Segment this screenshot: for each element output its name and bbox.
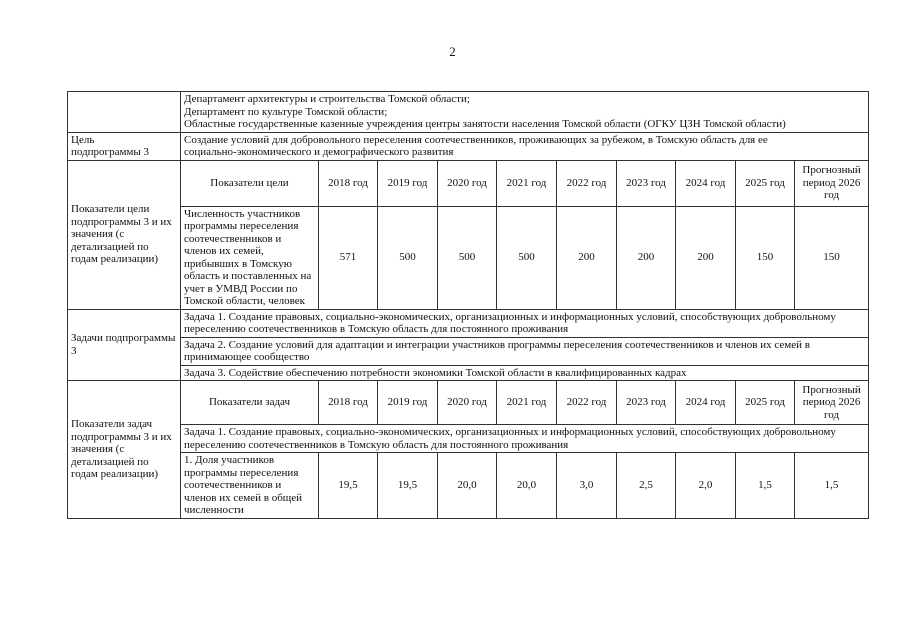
value-cell: 500 [378, 206, 438, 309]
value-cell: 3,0 [557, 453, 617, 519]
year-header: 2022 год [557, 160, 617, 206]
task-text: Задача 3. Содействие обеспечению потребности экономики Томской области в квалифицированных кадрах [181, 365, 869, 381]
value-cell: 20,0 [497, 453, 557, 519]
year-header: 2023 год [617, 381, 676, 425]
executors-row [68, 92, 869, 133]
year-header: 2025 год [736, 381, 795, 425]
executors-label [68, 92, 181, 133]
year-header: 2018 год [319, 381, 378, 425]
executor-item: Департамент по культуре Томской области; [184, 105, 388, 118]
task-indicators-header: Показатели задач [181, 381, 319, 425]
year-header: 2020 год [438, 381, 497, 425]
task-row [68, 309, 869, 337]
year-header: 2021 год [497, 381, 557, 425]
value-cell: 1,5 [795, 453, 869, 519]
value-cell: 200 [676, 206, 736, 309]
year-header: 2023 год [617, 160, 676, 206]
goal-indicators-header: Показатели цели [181, 160, 319, 206]
year-header: 2019 год [378, 381, 438, 425]
task-indicators-task1-row [68, 425, 869, 453]
goal-text: Создание условий для добровольного переселения соотечественников, проживающих за рубежом, в Томскую область для ее социально-экономического и демографического развития [181, 132, 869, 160]
goal-indicators-label: Показатели цели подпрограммы 3 и их значения (с детализацией по годам реализации) [68, 160, 181, 309]
goal-row [68, 132, 869, 160]
task-text: Задача 1. Создание правовых, социально-экономических, организационных и информационных условий, способствующих добровольному переселению соотечественников в Томскую область для постоянного проживания [181, 309, 869, 337]
task-text: Задача 1. Создание правовых, социально-экономических, организационных и информационных условий, способствующих добровольному переселению соотечественников в Томскую область для постоянного проживания [181, 425, 869, 453]
year-header: 2025 год [736, 160, 795, 206]
tasks-label: Задачи подпрограммы 3 [68, 309, 181, 381]
year-header: Прогнозный период 2026 год [795, 381, 869, 425]
task-indicators-label: Показатели задач подпрограммы 3 и их значения (с детализацией по годам реализации) [68, 381, 181, 519]
year-header: Прогнозный период 2026 год [795, 160, 869, 206]
goal-indicator-row [68, 206, 869, 309]
year-header: 2020 год [438, 160, 497, 206]
task-row [68, 337, 869, 365]
year-header: 2024 год [676, 160, 736, 206]
task-indicator-name: 1. Доля участников программы переселения соотечественников и членов их семей в общей численности [181, 453, 319, 519]
year-header: 2021 год [497, 160, 557, 206]
subprogram-passport-table [67, 91, 869, 519]
value-cell: 1,5 [736, 453, 795, 519]
task-text: Задача 2. Создание условий для адаптации и интеграции участников программы переселения соотечественников и членов их семей в принимающее сообщество [181, 337, 869, 365]
value-cell: 150 [736, 206, 795, 309]
value-cell: 500 [497, 206, 557, 309]
value-cell: 19,5 [378, 453, 438, 519]
year-header: 2024 год [676, 381, 736, 425]
value-cell: 19,5 [319, 453, 378, 519]
task-indicators-header-row [68, 381, 869, 425]
year-header: 2022 год [557, 381, 617, 425]
value-cell: 200 [617, 206, 676, 309]
year-header: 2018 год [319, 160, 378, 206]
goal-indicator-name: Численность участников программы переселения соотечественников и членов их семей, прибывших в Томскую область и поставленных на учет в УМВД России по Томской области, человек [181, 206, 319, 309]
executor-item: Департамент архитектуры и строительства Томской области; [184, 93, 470, 105]
goal-indicators-header-row [68, 160, 869, 206]
executor-item: Областные государственные казенные учреждения центры занятости населения Томской области (ОГКУ ЦЗН Томской области) [184, 118, 786, 130]
value-cell: 200 [557, 206, 617, 309]
task-row [68, 365, 869, 381]
value-cell: 2,0 [676, 453, 736, 519]
goal-label: Цель подпрограммы 3 [68, 132, 181, 160]
task-indicator-row [68, 453, 869, 519]
value-cell: 2,5 [617, 453, 676, 519]
value-cell: 571 [319, 206, 378, 309]
executors-cell [181, 92, 869, 133]
value-cell: 150 [795, 206, 869, 309]
value-cell: 20,0 [438, 453, 497, 519]
value-cell: 500 [438, 206, 497, 309]
year-header: 2019 год [378, 160, 438, 206]
page-number: 2 [449, 44, 456, 59]
